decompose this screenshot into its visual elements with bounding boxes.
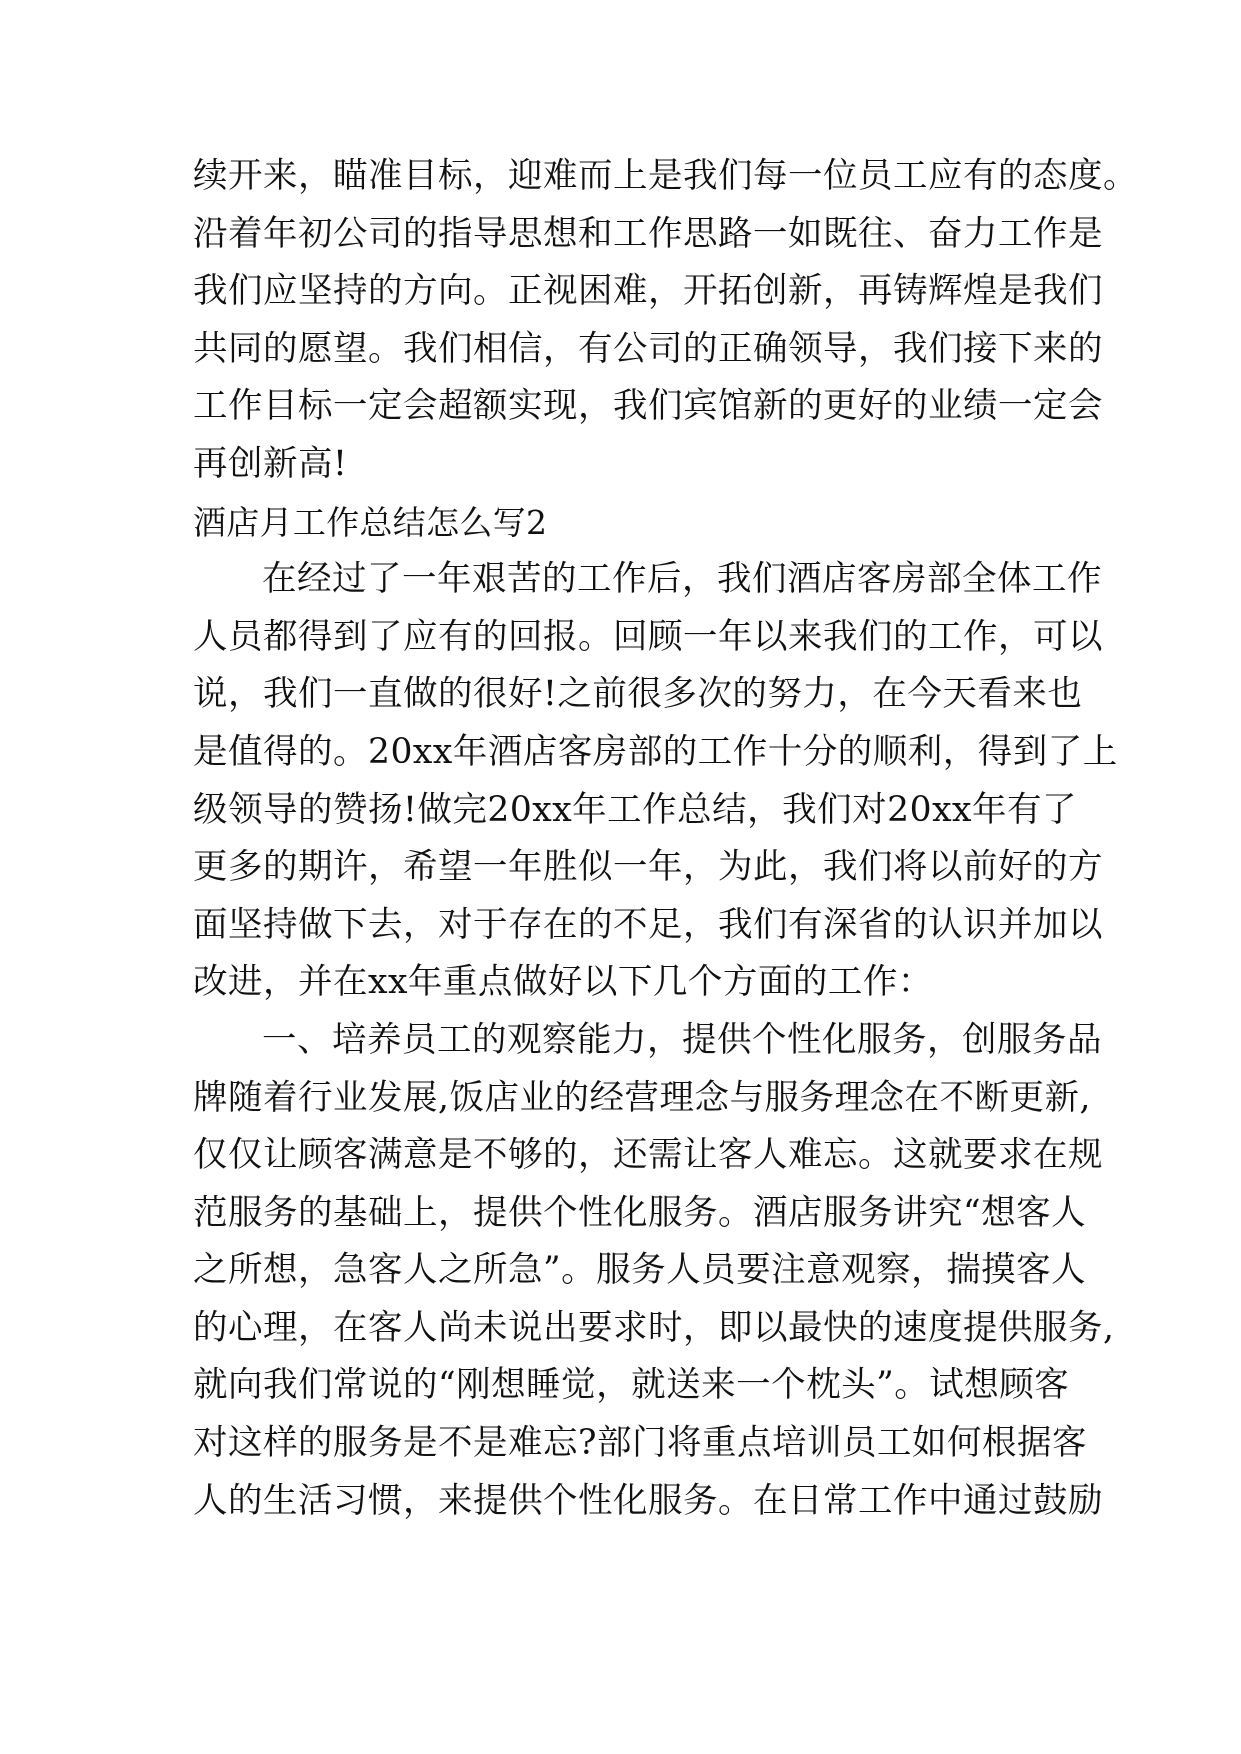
text-line: 就向我们常说的“刚想睡觉，就送来一个枕头”。试想顾客 (193, 1365, 1070, 1406)
text-line: 我们应坚持的方向。正视困难，开拓创新，再铸辉煌是我们 (193, 271, 1103, 312)
text-line: 再创新高! (193, 443, 348, 484)
text-line: 牌随着行业发展,饭店业的经营理念与服务理念在不断更新, (193, 1077, 1091, 1118)
document-page (193, 148, 1138, 1530)
text-line: 面坚持做下去，对于存在的不足，我们有深省的认识并加以 (193, 904, 1103, 945)
text-line: 仅仅让顾客满意是不够的，还需让客人难忘。这就要求在规 (193, 1135, 1103, 1176)
paragraph-item-one (193, 1012, 1115, 1530)
text-line: 人员都得到了应有的回报。回顾一年以来我们的工作，可以 (193, 616, 1103, 657)
text-line: 之所想，急客人之所急”。服务人员要注意观察，揣摸客人 (193, 1250, 1087, 1291)
text-line: 续开来，瞄准目标，迎难而上是我们每一位员工应有的态度。 (193, 156, 1138, 196)
text-line: 沿着年初公司的指导思想和工作思路一如既往、奋力工作是 (193, 213, 1103, 254)
section-heading: 酒店月工作总结怎么写2 (193, 502, 548, 542)
text-line: 是值得的。20xx年酒店客房部的工作十分的顺利，得到了上 (193, 731, 1118, 772)
text-line: 级领导的赞扬!做完20xx年工作总结，我们对20xx年有了 (193, 789, 1077, 830)
text-line: 对这样的服务是不是难忘?部门将重点培训员工如何根据客 (193, 1423, 1087, 1464)
text-line: 改进，并在xx年重点做好以下几个方面的工作： (193, 962, 933, 1003)
text-line: 共同的愿望。我们相信，有公司的正确领导，我们接下来的 (193, 328, 1103, 369)
text-line: 人的生活习惯，来提供个性化服务。在日常工作中通过鼓励 (193, 1480, 1103, 1521)
paragraph-continuation (193, 148, 1138, 494)
text-line: 一、培养员工的观察能力，提供个性化服务，创服务品 (262, 1019, 1102, 1060)
text-line: 范服务的基础上，提供个性化服务。酒店服务讲究“想客人 (193, 1192, 1087, 1233)
text-line: 在经过了一年艰苦的工作后，我们酒店客房部全体工作 (262, 559, 1102, 600)
paragraph-intro (193, 551, 1118, 1012)
text-line: 更多的期许，希望一年胜似一年，为此，我们将以前好的方 (193, 847, 1103, 888)
text-line: 的心理，在客人尚未说出要求时，即以最快的速度提供服务, (193, 1307, 1115, 1348)
text-line: 说，我们一直做的很好!之前很多次的努力，在今天看来也 (193, 674, 1083, 715)
text-line: 工作目标一定会超额实现，我们宾馆新的更好的业绩一定会 (193, 386, 1103, 427)
